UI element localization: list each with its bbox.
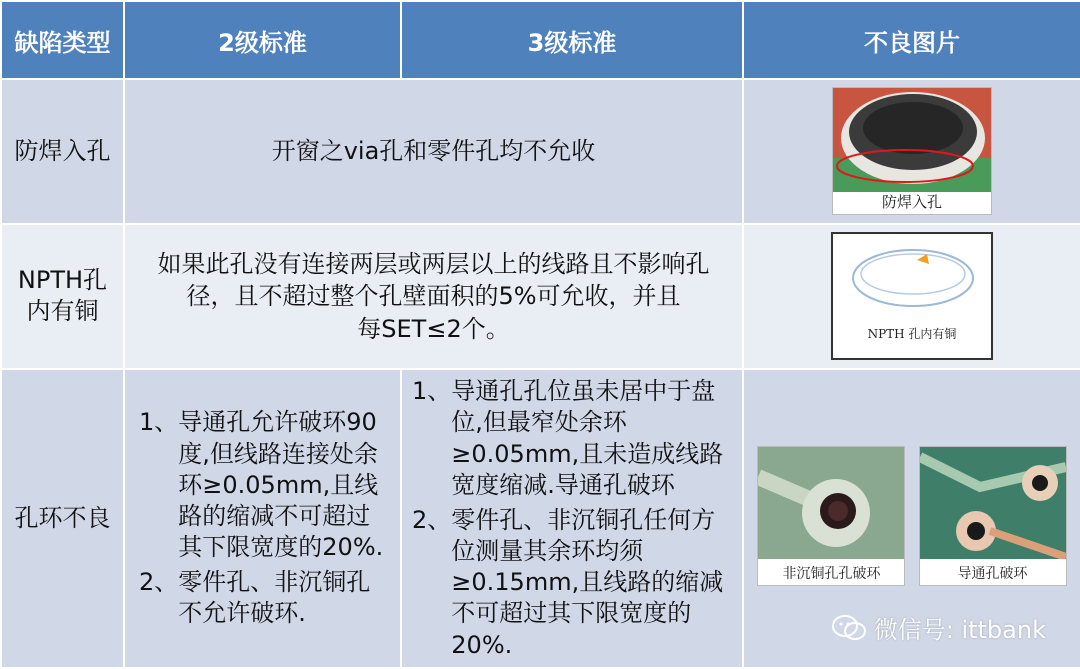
class2-cell	[124, 369, 401, 668]
wechat-icon	[832, 614, 866, 642]
item-number: 2、	[412, 505, 452, 534]
image-caption: 非沉铜孔孔破环	[782, 565, 881, 582]
header-defect-type: 缺陷类型	[1, 1, 124, 79]
table-row	[1, 79, 1080, 224]
class2-list	[139, 407, 390, 629]
header-class2: 2级标准	[124, 1, 401, 79]
standard-cell	[124, 224, 743, 369]
image-cell	[743, 224, 1080, 369]
header-class3: 3级标准	[401, 1, 743, 79]
table-row	[1, 224, 1080, 369]
category-line: NPTH孔	[17, 266, 108, 295]
list-item	[412, 505, 734, 661]
category-cell: 防焊入孔	[1, 79, 124, 224]
image-cell	[743, 79, 1080, 224]
via-breakout-photo	[919, 446, 1067, 586]
standard-line: 径，且不超过整个孔壁面积的5%可允收，并且	[186, 282, 681, 311]
class3-list	[412, 376, 734, 661]
standard-line: 如果此孔没有连接两层或两层以上的线路且不影响孔	[157, 249, 710, 278]
image-caption: 防焊入孔	[881, 193, 942, 212]
standard-cell: 开窗之via孔和零件孔均不允收	[124, 79, 743, 224]
watermark-text: 微信号: ittbank	[873, 616, 1046, 644]
list-item	[139, 407, 390, 563]
npth-ring-graphic	[833, 234, 991, 324]
npth-breakout-graphic	[758, 447, 904, 559]
header-defect-image: 不良图片	[743, 1, 1080, 79]
header-row	[1, 1, 1080, 79]
solder-mask-hole-photo	[832, 87, 992, 215]
image-caption: NPTH 孔内有铜	[867, 327, 957, 342]
category-cell	[1, 224, 124, 369]
image-caption: 导通孔破环	[957, 565, 1028, 582]
item-number: 1、	[139, 408, 179, 437]
item-text: 导通孔允许破环90度,但线路连接处余环≥0.05mm,且线路的缩减不可超过其下限宽度的20%.	[178, 408, 384, 562]
npth-copper-photo	[831, 232, 993, 360]
wechat-watermark	[832, 610, 1046, 645]
item-text: 零件孔、非沉铜孔不允许破环.	[178, 568, 371, 628]
item-number: 2、	[139, 568, 179, 597]
item-text: 零件孔、非沉铜孔任何方位测量其余环均须≥0.15mm,且线路的缩减不可超过其下限宽度的20%.	[451, 505, 724, 659]
item-text: 导通孔孔位虽未居中于盘位,但最窄处余环≥0.05mm,且未造成线路宽度缩减.导通孔破环	[451, 377, 724, 499]
category-line: 内有铜	[26, 297, 99, 326]
category-cell: 孔环不良	[1, 369, 124, 668]
standard-line: 每SET≤2个。	[357, 314, 510, 343]
list-item	[139, 567, 390, 629]
list-item	[412, 376, 734, 501]
hole-photo-graphic	[833, 88, 991, 192]
via-breakout-graphic	[920, 447, 1066, 559]
class3-cell	[401, 369, 743, 668]
npth-breakout-photo	[757, 446, 905, 586]
item-number: 1、	[412, 377, 452, 406]
